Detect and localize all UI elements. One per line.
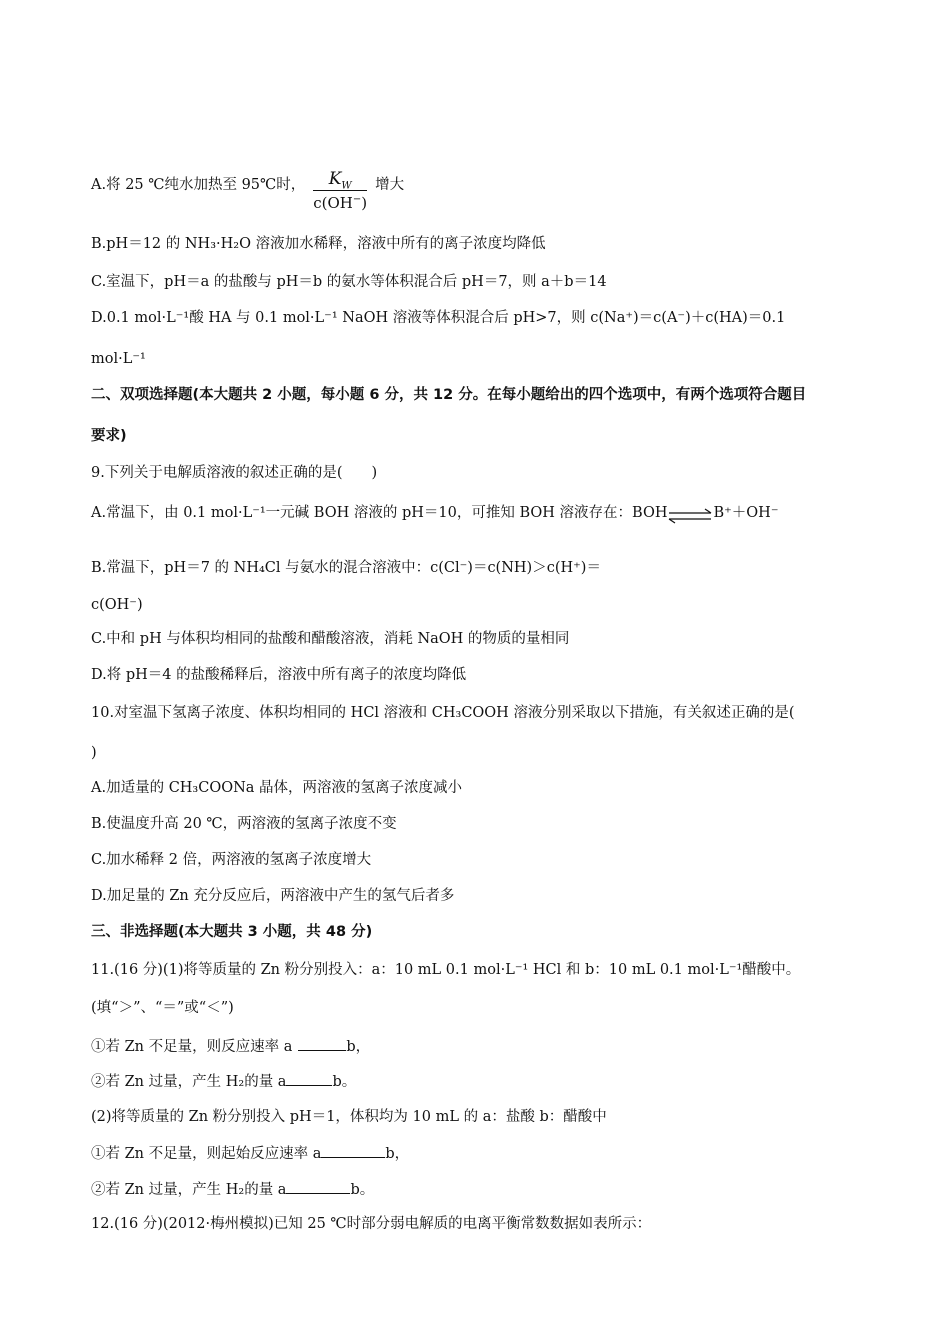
q8-option-d-continued: mol·L⁻¹ bbox=[91, 351, 146, 367]
section3-heading: 三、非选择题(本大题共 3 小题，共 48 分) bbox=[91, 924, 373, 940]
section2-heading: 二、双项选择题(本大题共 2 小题，每小题 6 分，共 12 分。在每小题给出的四个选项中，有两个选项符合题目 bbox=[91, 387, 807, 403]
answer-blank[interactable] bbox=[298, 1036, 346, 1051]
q10-option-b: B.使温度升高 20 ℃，两溶液的氢离子浓度不变 bbox=[91, 816, 397, 832]
q11-part2-item2: ②若 Zn 过量，产生 H₂的量 a b。 bbox=[91, 1179, 374, 1200]
q11-hint: (填“＞”、“＝”或“＜”) bbox=[91, 1000, 234, 1016]
q8-option-a-tail: 增大 bbox=[375, 177, 405, 193]
q9-option-c: C.中和 pH 与体积均相同的盐酸和醋酸溶液，消耗 NaOH 的物质的量相同 bbox=[91, 631, 570, 647]
q10-option-c: C.加水稀释 2 倍，两溶液的氢离子浓度增大 bbox=[91, 852, 372, 868]
q8-option-b: B.pH＝12 的 NH₃·H₂O 溶液加水稀释，溶液中所有的离子浓度均降低 bbox=[91, 236, 546, 252]
q9-stem: 9.下列关于电解质溶液的叙述正确的是( ) bbox=[91, 465, 378, 481]
q9-option-a: A.常温下，由 0.1 mol·L⁻¹一元碱 BOH 溶液的 pH＝10，可推知 BOH 溶液存在：BOH B⁺＋OH⁻ bbox=[91, 503, 778, 523]
q9-option-b: B.常温下，pH＝7 的 NH₄Cl 与氨水的混合溶液中：c(Cl⁻)＝c(NH)＞c(H⁺)＝ bbox=[91, 560, 601, 576]
q11-part1-item1: ①若 Zn 不足量，则反应速率 a b， bbox=[91, 1036, 370, 1057]
q8-option-d: D.0.1 mol·L⁻¹酸 HA 与 0.1 mol·L⁻¹ NaOH 溶液等体积混合后 pH>7，则 c(Na⁺)＝c(A⁻)＋c(HA)＝0.1 bbox=[91, 310, 786, 326]
q11-part2-stem: (2)将等质量的 Zn 粉分别投入 pH＝1，体积均为 10 mL 的 a：盐酸 b：醋酸中 bbox=[91, 1109, 607, 1125]
fraction-numerator: $K_W$ bbox=[313, 169, 367, 191]
q8-option-a bbox=[91, 163, 405, 212]
q12-stem: 12.(16 分)(2012·梅州模拟)已知 25 ℃时部分弱电解质的电离平衡常数数据如表所示： bbox=[91, 1216, 652, 1232]
q10-option-a: A.加适量的 CH₃COONa 晶体，两溶液的氢离子浓度减小 bbox=[91, 780, 463, 796]
kw-over-oh-fraction bbox=[313, 169, 367, 213]
q8-option-a-text: A.将 25 ℃纯水加热至 95℃时， bbox=[91, 177, 306, 193]
q10-stem: 10.对室温下氢离子浓度、体积均相同的 HCl 溶液和 CH₃COOH 溶液分别采取以下措施，有关叙述正确的是( bbox=[91, 705, 795, 721]
q10-option-d: D.加足量的 Zn 充分反应后，两溶液中产生的氢气后者多 bbox=[91, 888, 455, 904]
q11-stem: 11.(16 分)(1)将等质量的 Zn 粉分别投入：a：10 mL 0.1 mol·L⁻¹ HCl 和 b：10 mL 0.1 mol·L⁻¹醋酸中。 bbox=[91, 962, 801, 978]
fraction-denominator: c(OH−) bbox=[313, 194, 368, 212]
answer-blank[interactable] bbox=[321, 1143, 385, 1158]
answer-blank[interactable] bbox=[286, 1179, 350, 1194]
equilibrium-arrow-icon bbox=[667, 507, 713, 525]
answer-blank[interactable] bbox=[286, 1071, 332, 1086]
q9-option-b-continued: c(OH⁻) bbox=[91, 597, 143, 613]
q10-stem-continued: ) bbox=[91, 745, 97, 761]
q11-part1-item2: ②若 Zn 过量，产生 H₂的量 a b。 bbox=[91, 1071, 356, 1092]
q11-part2-item1: ①若 Zn 不足量，则起始反应速率 a b， bbox=[91, 1143, 409, 1164]
q8-option-c: C.室温下，pH＝a 的盐酸与 pH＝b 的氨水等体积混合后 pH＝7，则 a＋b＝14 bbox=[91, 274, 607, 290]
section2-heading-continued: 要求) bbox=[91, 428, 127, 444]
q9-option-d: D.将 pH＝4 的盐酸稀释后，溶液中所有离子的浓度均降低 bbox=[91, 667, 467, 683]
